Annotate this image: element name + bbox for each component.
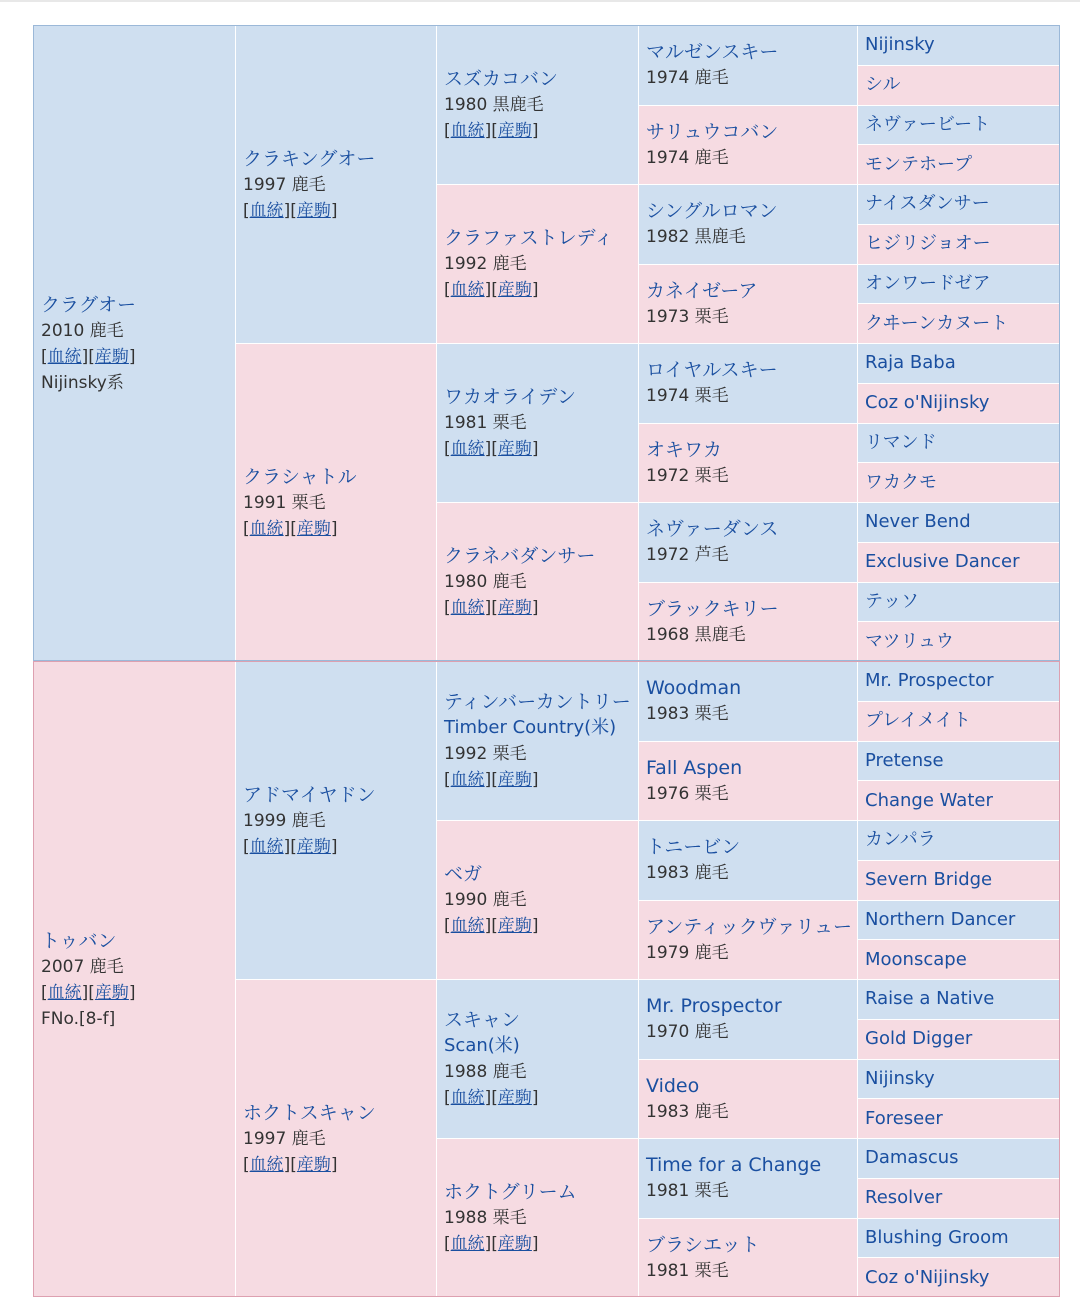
ancestor-cell-gen1	[34, 662, 236, 1298]
bloodline-link[interactable]: 血統	[450, 770, 485, 790]
ancestor-cell-gen4	[639, 105, 858, 185]
horse-links	[243, 516, 429, 542]
pedigree-row	[34, 26, 1061, 66]
ancestor-cell-gen5	[858, 1139, 1061, 1179]
bloodline-link[interactable]: 血統	[450, 439, 485, 459]
horse-name-link[interactable]: ホクトスキャン	[243, 1101, 376, 1124]
horse-name-link[interactable]: マツリュウ	[865, 630, 954, 652]
ancestor-cell-gen4	[639, 503, 858, 583]
horse-birth-color: 1981 栗毛	[444, 413, 527, 433]
bracket-mid: ][	[484, 1234, 498, 1254]
ancestor-cell-gen5	[858, 224, 1061, 264]
offspring-link[interactable]: 産駒	[497, 770, 532, 790]
horse-birth-color: 1980 鹿毛	[444, 572, 527, 592]
bracket-close: ]	[531, 1088, 539, 1108]
horse-name-link[interactable]: トゥバン	[41, 929, 117, 952]
bloodline-link[interactable]: 血統	[249, 1154, 284, 1175]
horse-birth-color: 1988 栗毛	[444, 1208, 527, 1228]
horse-name-link[interactable]: ベガ	[444, 863, 483, 885]
ancestor-cell-gen5	[858, 26, 1061, 66]
offspring-link[interactable]: 産駒	[497, 916, 532, 936]
horse-birth-color: 1982 黒鹿毛	[646, 227, 746, 248]
bloodline-link[interactable]: 血統	[450, 1234, 485, 1254]
bracket-close: ]	[330, 200, 338, 221]
horse-name-link[interactable]: Time for a Change	[646, 1154, 822, 1177]
horse-name-link[interactable]: Foreseer	[865, 1107, 943, 1129]
horse-birth-color: 1983 鹿毛	[646, 863, 729, 884]
horse-name-link[interactable]: クヰーンカヌート	[865, 312, 1009, 334]
ancestor-cell-gen5	[858, 503, 1061, 543]
ancestor-cell-gen4	[639, 582, 858, 662]
ancestor-cell-gen5	[858, 463, 1061, 503]
bloodline-link[interactable]: 血統	[450, 121, 485, 141]
horse-birth-color: 1997 鹿毛	[243, 174, 326, 195]
ancestor-cell-gen4	[639, 26, 858, 106]
horse-birth-color: 1983 栗毛	[646, 704, 729, 725]
ancestor-cell-gen5	[858, 821, 1061, 861]
horse-links	[444, 1231, 631, 1257]
horse-name-link[interactable]: ホクトグリーム	[444, 1181, 577, 1203]
bloodline-link[interactable]: 血統	[450, 1088, 485, 1108]
horse-name-link[interactable]: Pretense	[865, 749, 944, 771]
bloodline-link[interactable]: 血統	[450, 916, 485, 936]
horse-name-link[interactable]: ナイスダンサー	[865, 193, 990, 215]
offspring-link[interactable]: 産駒	[497, 280, 532, 300]
ancestor-cell-gen2	[236, 344, 437, 662]
ancestor-cell-gen5	[858, 383, 1061, 423]
ancestor-cell-gen4	[639, 1059, 858, 1139]
bracket-open: [	[444, 770, 451, 790]
offspring-link[interactable]: 産駒	[497, 1088, 532, 1108]
ancestor-cell-gen4	[639, 900, 858, 980]
bracket-mid: ][	[484, 1088, 498, 1108]
horse-name-link[interactable]: Blushing Groom	[865, 1226, 1009, 1248]
horse-name-link[interactable]: アドマイヤドン	[243, 783, 376, 806]
horse-birth-color: 2010 鹿毛	[41, 320, 124, 341]
horse-name-link[interactable]: スキャン	[444, 1009, 521, 1031]
ancestor-cell-gen4	[639, 264, 858, 344]
horse-name-link[interactable]: Damascus	[865, 1147, 959, 1169]
bracket-mid: ][	[283, 836, 297, 857]
horse-name-link[interactable]: オンワードゼア	[865, 272, 991, 294]
horse-name-link[interactable]: Raise a Native	[865, 988, 995, 1010]
ancestor-cell-gen5	[858, 781, 1061, 821]
horse-birth-color: 1979 鹿毛	[646, 942, 729, 963]
horse-name-link[interactable]: プレイメイト	[865, 710, 971, 732]
bracket-close: ]	[330, 836, 338, 857]
horse-birth-color: 1981 栗毛	[646, 1260, 729, 1281]
horse-name-link[interactable]: Nijinsky	[865, 34, 935, 56]
horse-birth-color: 1976 栗毛	[646, 783, 729, 804]
horse-links	[444, 767, 631, 793]
horse-name-link[interactable]: クラネバダンサー	[444, 545, 596, 567]
horse-links	[444, 1085, 631, 1111]
bracket-open: [	[444, 1088, 451, 1108]
offspring-link[interactable]: 産駒	[296, 836, 331, 857]
horse-name-link[interactable]: カンパラ	[865, 829, 936, 851]
offspring-link[interactable]: 産駒	[497, 121, 532, 141]
ancestor-cell-gen5	[858, 1099, 1061, 1139]
horse-birth-color: 1980 黒鹿毛	[444, 95, 544, 115]
horse-name-link[interactable]: ネヴァーダンス	[646, 518, 779, 541]
ancestor-cell-gen4	[639, 344, 858, 424]
bracket-mid: ][	[283, 200, 297, 221]
horse-name-link[interactable]: カネイゼーア	[646, 279, 758, 302]
horse-name-link[interactable]: Video	[646, 1074, 700, 1097]
ancestor-cell-gen4	[639, 980, 858, 1060]
ancestor-cell-gen3	[437, 1139, 639, 1298]
horse-name-link[interactable]: クラファストレディ	[444, 227, 614, 249]
ancestor-cell-gen5	[858, 1178, 1061, 1218]
bloodline-link[interactable]: 血統	[47, 346, 82, 367]
horse-birth-color: 1997 鹿毛	[243, 1128, 326, 1149]
bracket-close: ]	[330, 518, 338, 539]
offspring-link[interactable]: 産駒	[94, 982, 129, 1003]
horse-name-link[interactable]: ブラックキリー	[646, 597, 779, 620]
ancestor-cell-gen5	[858, 423, 1061, 463]
ancestor-cell-gen5	[858, 582, 1061, 622]
ancestor-cell-gen3	[437, 26, 639, 185]
horse-name-link[interactable]: Coz o'Nijinsky	[865, 1266, 990, 1288]
horse-name-link[interactable]: クラグオー	[41, 293, 137, 316]
horse-name-link[interactable]: ワカクモ	[865, 471, 937, 493]
ancestor-cell-gen5	[858, 900, 1061, 940]
bracket-close: ]	[531, 598, 539, 618]
ancestor-cell-gen5	[858, 662, 1061, 702]
horse-name-link[interactable]: Northern Dancer	[865, 908, 1016, 930]
horse-alt-name: Scan(米)	[444, 1035, 520, 1056]
horse-name-link[interactable]: ブラシエット	[646, 1233, 760, 1256]
bracket-open: [	[243, 200, 250, 221]
horse-birth-color: 1983 鹿毛	[646, 1101, 729, 1122]
bracket-open: [	[444, 598, 451, 618]
bracket-mid: ][	[484, 770, 498, 790]
bloodline-link[interactable]: 血統	[450, 280, 485, 300]
bracket-close: ]	[531, 1234, 539, 1254]
ancestor-cell-gen5	[858, 264, 1061, 304]
horse-name-link[interactable]: ティンバーカントリー	[444, 691, 631, 713]
horse-name-link[interactable]: Woodman	[646, 677, 742, 700]
ancestor-cell-gen4	[639, 1139, 858, 1219]
ancestor-cell-gen2	[236, 980, 437, 1298]
horse-name-link[interactable]: テッソ	[865, 590, 919, 612]
ancestor-cell-gen4	[639, 423, 858, 503]
bloodline-link[interactable]: 血統	[47, 982, 82, 1003]
ancestor-cell-gen3	[437, 185, 639, 344]
bloodline-link[interactable]: 血統	[249, 518, 284, 539]
horse-name-link[interactable]: Nijinsky	[865, 1067, 935, 1089]
ancestor-cell-gen3	[437, 662, 639, 821]
bracket-open: [	[41, 346, 48, 367]
horse-links	[444, 277, 631, 303]
pedigree-table	[33, 25, 1061, 1298]
horse-name-link[interactable]: ロイヤルスキー	[646, 359, 778, 382]
ancestor-cell-gen5	[858, 145, 1061, 185]
horse-birth-color: 1968 黒鹿毛	[646, 624, 746, 645]
horse-name-link[interactable]: Resolver	[865, 1187, 943, 1209]
bracket-open: [	[243, 518, 250, 539]
ancestor-cell-gen4	[639, 741, 858, 821]
ancestor-cell-gen5	[858, 1258, 1061, 1298]
bracket-close: ]	[531, 916, 539, 936]
bracket-open: [	[243, 836, 250, 857]
horse-birth-color: 1988 鹿毛	[444, 1062, 527, 1082]
horse-birth-color: 2007 鹿毛	[41, 956, 124, 977]
horse-birth-color: 1990 鹿毛	[444, 890, 527, 910]
bracket-mid: ][	[484, 280, 498, 300]
bracket-open: [	[444, 1234, 451, 1254]
horse-birth-color: 1992 鹿毛	[444, 254, 527, 274]
horse-links	[444, 118, 631, 144]
page-top-divider	[0, 0, 1080, 2]
horse-name-link[interactable]: スズカコバン	[444, 68, 559, 90]
bracket-mid: ][	[484, 121, 498, 141]
horse-birth-color: 1972 芦毛	[646, 545, 729, 566]
horse-name-link[interactable]: ヒジリジョオー	[865, 233, 991, 255]
horse-name-link[interactable]: Mr. Prospector	[646, 995, 782, 1018]
horse-alt-name: Timber Country(米)	[444, 717, 617, 738]
bloodline-link[interactable]: 血統	[249, 200, 284, 221]
pedigree-row	[34, 662, 1061, 702]
bracket-open: [	[444, 439, 451, 459]
horse-name-link[interactable]: サリュウコバン	[646, 120, 779, 143]
ancestor-cell-gen2	[236, 662, 437, 980]
horse-name-link[interactable]: マルゼンスキー	[646, 41, 779, 64]
horse-links	[41, 344, 228, 370]
horse-name-link[interactable]: Mr. Prospector	[865, 670, 994, 692]
ancestor-cell-gen2	[236, 26, 437, 344]
ancestor-cell-gen3	[437, 344, 639, 503]
horse-name-link[interactable]: Coz o'Nijinsky	[865, 392, 990, 414]
horse-name-link[interactable]: リマンド	[865, 431, 937, 453]
horse-birth-color: 1970 鹿毛	[646, 1022, 729, 1043]
ancestor-cell-gen5	[858, 1019, 1061, 1059]
ancestor-cell-gen5	[858, 980, 1061, 1020]
bracket-mid: ][	[81, 982, 95, 1003]
horse-links	[243, 834, 429, 860]
horse-birth-color: 1992 栗毛	[444, 744, 527, 764]
bracket-mid: ][	[283, 518, 297, 539]
ancestor-cell-gen4	[639, 821, 858, 901]
ancestor-cell-gen5	[858, 741, 1061, 781]
offspring-link[interactable]: 産駒	[497, 598, 532, 618]
ancestor-cell-gen5	[858, 304, 1061, 344]
bracket-open: [	[243, 1154, 250, 1175]
ancestor-cell-gen5	[858, 860, 1061, 900]
horse-birth-color: 1974 栗毛	[646, 386, 729, 407]
ancestor-cell-gen4	[639, 1218, 858, 1298]
bracket-open: [	[444, 280, 451, 300]
ancestor-cell-gen4	[639, 662, 858, 742]
horse-name-link[interactable]: ネヴァービート	[865, 113, 991, 135]
horse-birth-color: 1981 栗毛	[646, 1181, 729, 1202]
horse-birth-color: 1974 鹿毛	[646, 68, 729, 89]
ancestor-cell-gen5	[858, 701, 1061, 741]
horse-name-link[interactable]: クラキングオー	[243, 147, 376, 170]
bracket-close: ]	[531, 770, 539, 790]
offspring-link[interactable]: 産駒	[94, 346, 129, 367]
ancestor-cell-gen5	[858, 1218, 1061, 1258]
ancestor-cell-gen3	[437, 980, 639, 1139]
offspring-link[interactable]: 産駒	[497, 1234, 532, 1254]
horse-name-link[interactable]: モンテホープ	[865, 153, 973, 175]
bracket-mid: ][	[484, 598, 498, 618]
horse-name-link[interactable]: Change Water	[865, 789, 993, 811]
offspring-link[interactable]: 産駒	[296, 518, 331, 539]
offspring-link[interactable]: 産駒	[296, 1154, 331, 1175]
bracket-open: [	[444, 121, 451, 141]
horse-name-link[interactable]: トニービン	[646, 836, 741, 859]
ancestor-cell-gen3	[437, 821, 639, 980]
horse-links	[41, 980, 228, 1006]
offspring-link[interactable]: 産駒	[497, 439, 532, 459]
horse-links	[444, 436, 631, 462]
horse-name-link[interactable]: シングルロマン	[646, 200, 778, 223]
horse-birth-color: 1991 栗毛	[243, 492, 326, 513]
horse-name-link[interactable]: Raja Baba	[865, 352, 956, 374]
ancestor-cell-gen5	[858, 542, 1061, 582]
bloodline-link[interactable]: 血統	[249, 836, 284, 857]
ancestor-cell-gen4	[639, 185, 858, 265]
horse-name-link[interactable]: Never Bend	[865, 511, 971, 533]
horse-name-link[interactable]: Moonscape	[865, 948, 967, 970]
bracket-close: ]	[330, 1154, 338, 1175]
ancestor-cell-gen5	[858, 622, 1061, 662]
bloodline-link[interactable]: 血統	[450, 598, 485, 618]
bracket-mid: ][	[484, 916, 498, 936]
ancestor-cell-gen3	[437, 503, 639, 662]
bracket-close: ]	[531, 439, 539, 459]
horse-links	[444, 595, 631, 621]
horse-name-link[interactable]: Severn Bridge	[865, 869, 993, 891]
horse-name-link[interactable]: Exclusive Dancer	[865, 551, 1020, 573]
ancestor-cell-gen5	[858, 940, 1061, 980]
bracket-open: [	[41, 982, 48, 1003]
horse-links	[243, 1152, 429, 1178]
horse-extra-info: FNo.[8-f]	[41, 1008, 116, 1029]
horse-links	[243, 198, 429, 224]
ancestor-cell-gen5	[858, 1059, 1061, 1099]
bracket-close: ]	[128, 346, 136, 367]
horse-birth-color: 1973 栗毛	[646, 306, 729, 327]
horse-name-link[interactable]: ワカオライデン	[444, 386, 577, 408]
horse-name-link[interactable]: アンティックヴァリュー	[646, 915, 852, 938]
horse-birth-color: 1999 鹿毛	[243, 810, 326, 831]
horse-name-link[interactable]: Gold Digger	[865, 1028, 973, 1050]
horse-name-link[interactable]: Fall Aspen	[646, 756, 743, 779]
ancestor-cell-gen1	[34, 26, 236, 662]
bracket-mid: ][	[484, 439, 498, 459]
bracket-close: ]	[531, 121, 539, 141]
horse-extra-info: Nijinsky系	[41, 372, 124, 393]
horse-links	[444, 913, 631, 939]
horse-name-link[interactable]: オキワカ	[646, 438, 723, 461]
bracket-mid: ][	[283, 1154, 297, 1175]
ancestor-cell-gen5	[858, 105, 1061, 145]
ancestor-cell-gen5	[858, 344, 1061, 384]
bracket-close: ]	[128, 982, 136, 1003]
ancestor-cell-gen5	[858, 65, 1061, 105]
horse-birth-color: 1974 鹿毛	[646, 147, 729, 168]
offspring-link[interactable]: 産駒	[296, 200, 331, 221]
bracket-close: ]	[531, 280, 539, 300]
horse-birth-color: 1972 栗毛	[646, 465, 729, 486]
ancestor-cell-gen5	[858, 185, 1061, 225]
bracket-mid: ][	[81, 346, 95, 367]
horse-name-link[interactable]: シル	[865, 74, 901, 96]
bracket-open: [	[444, 916, 451, 936]
horse-name-link[interactable]: クラシャトル	[243, 465, 357, 488]
